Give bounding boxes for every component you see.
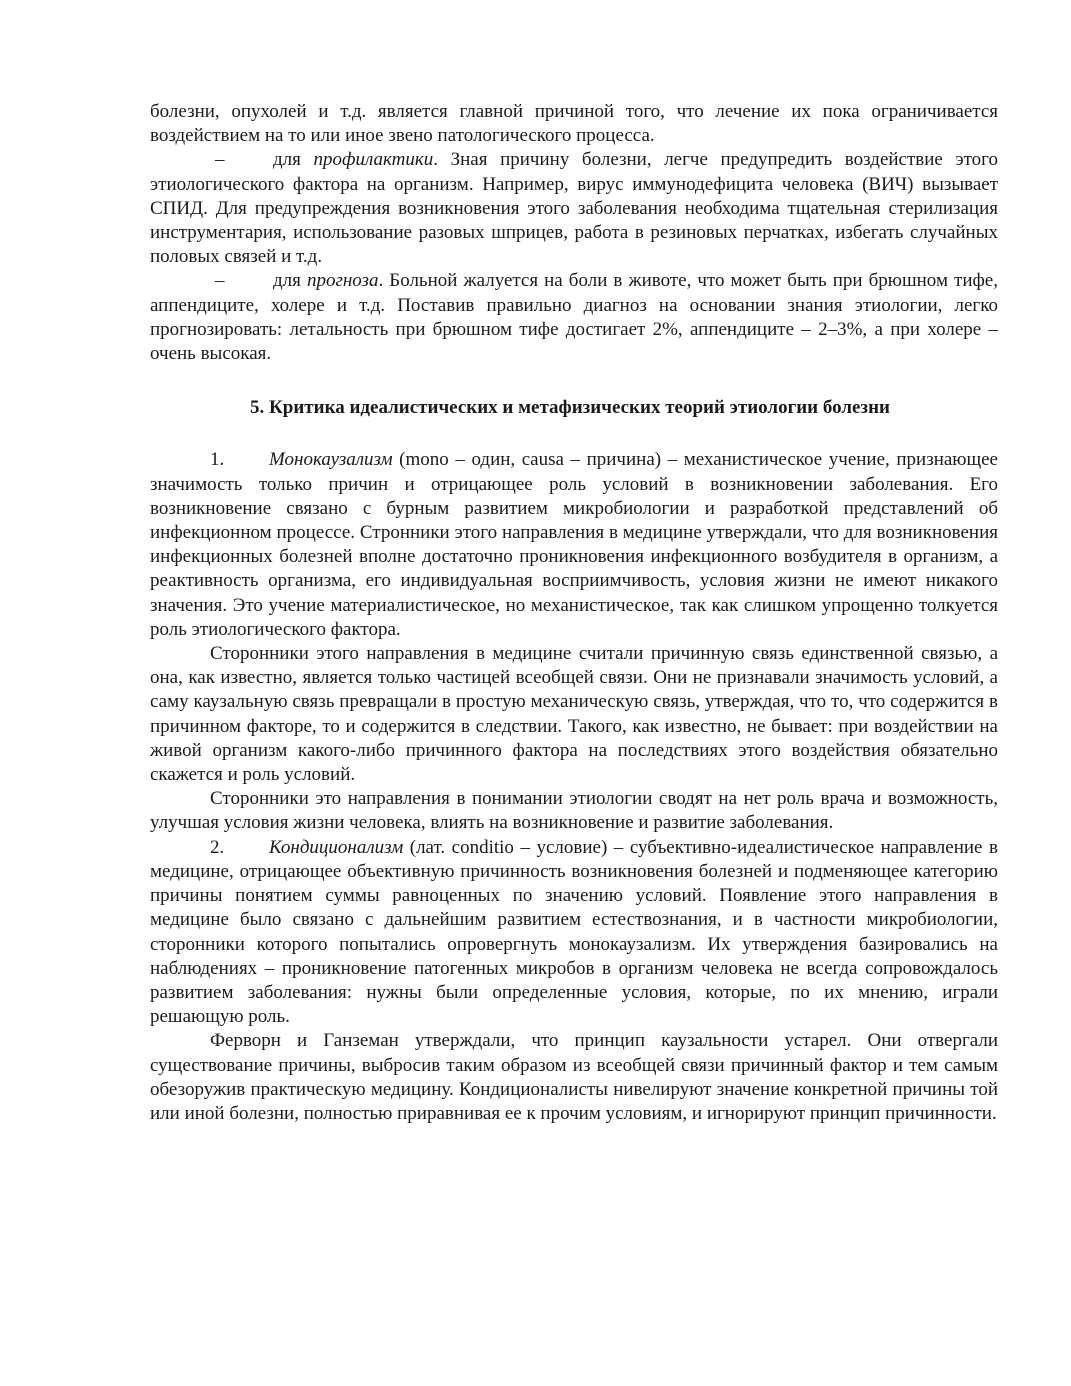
prophylaxis-term: профилактики (313, 149, 434, 171)
list-item-prefix: для (273, 149, 314, 171)
intro-continuation-paragraph: болезни, опухолей и т.д. является главной причиной того, что лечение их пока ограничивается воздействием на то или иное звено патологического процесса. (150, 101, 998, 147)
conditionalism-text: (лат. conditio – условие) – субъективно-идеалистическое направление в медицине, отрицающее объективную причинность возникновения болезней и подменяющее категорию причины понятием суммы равноценных по значению условий. Появление этого направления в медицине было связано с дальнейшим развитием естествознания, и в частности микробиологии, сторонники которого попытались опровергнуть монокаузализм. Их утверждения базировались на наблюдениях – проникновение патогенных микробов в организм человека не всегда сопровождалось развитием заболевания: нужны были определенные условия, которые, по их мнению, играли решающую роль. (150, 836, 998, 1028)
prognosis-text: . Больной жалуется на боли в животе, что может быть при брюшном тифе, аппендиците, холере и т.д. Поставив правильно диагноз на основании знания этиологии, легко прогнозировать: летальность при брюшном тифе достигает 2%, аппендиците – 2–3%, а при холере – очень высокая. (150, 270, 998, 365)
conditionalism-term: Кондиционализм (269, 836, 404, 858)
monocausalism-paragraph (150, 448, 998, 642)
monocausalism-text: (mono – один, causa – причина) – механистическое учение, признающее значимость только причин и отрицающее роль условий в возникновении заболевания. Его возникновение связано с бурным развитием микробиологии и разработкой представлений об инфекционном процессе. Стронники этого направления в медицине утверждали, что для возникновения инфекционных болезней вполне достаточно проникновения инфекционного возбудителя в организм, а реактивность организма, его индивидуальная восприимчивость, условия жизни не имеют никакого значения. Это учение материалистическое, но механистическое, так как слишком упрощенно толкуется роль этиологического фактора. (150, 449, 998, 640)
prognosis-list-item (150, 269, 998, 366)
body-paragraph: Сторонники это направления в понимании этиологии сводят на нет роль врача и возможность, улучшая условия жизни человека, влиять на возникновение и развитие заболевания. (150, 788, 998, 834)
body-paragraph: Сторонники этого направления в медицине считали причинную связь единственной связью, а она, как известно, является только частицей всеобщей связи. Они не признавали значимость условий, а саму каузальную связь превращали в простую механическую связь, утверждая, что то, что содержится в причинном факторе, то и содержится в следствии. Такого, как известно, не бывает: при воздействии на живой организм какого-либо причинного фактора на последствиях этого воздействия обязательно скажется и роль условий. (150, 643, 998, 786)
list-number: 1. (210, 449, 225, 471)
prognosis-term: прогноза (306, 270, 379, 292)
list-number: 2. (210, 836, 225, 858)
prophylaxis-text: . Зная причину болезни, легче предупредить воздействие этого этиологического фактора на организм. Например, вирус иммунодефицита человека (ВИЧ) вызывает СПИД. Для предупреждения возникновения этого заболевания необходима тщательная стерилизация инструментария, использование разовых шприцев, работа в резиновых перчатках, избегать случайных половых связей и т.д. (150, 149, 998, 268)
section-heading: 5. Критика идеалистических и метафизических теорий этиологии болезни (250, 397, 890, 419)
conditionalism-paragraph (150, 836, 998, 1030)
monocausalism-term: Монокаузализм (269, 449, 393, 471)
body-paragraph: Ферворн и Ганземан утверждали, что принцип каузальности устарел. Они отвергали существование причины, выбросив таким образом из всеобщей связи причинный фактор и тем самым обезоружив практическую медицину. Кондиционалисты нивелируют значение конкретной причины той или иной болезни, полностью приравнивая ее к прочим условиям, и игнорируют принцип причинности. (150, 1030, 998, 1124)
list-marker: – (215, 149, 225, 171)
list-marker: – (215, 270, 225, 292)
prophylaxis-list-item (150, 148, 998, 269)
document-page (150, 100, 998, 1126)
list-item-prefix: для (273, 270, 307, 292)
